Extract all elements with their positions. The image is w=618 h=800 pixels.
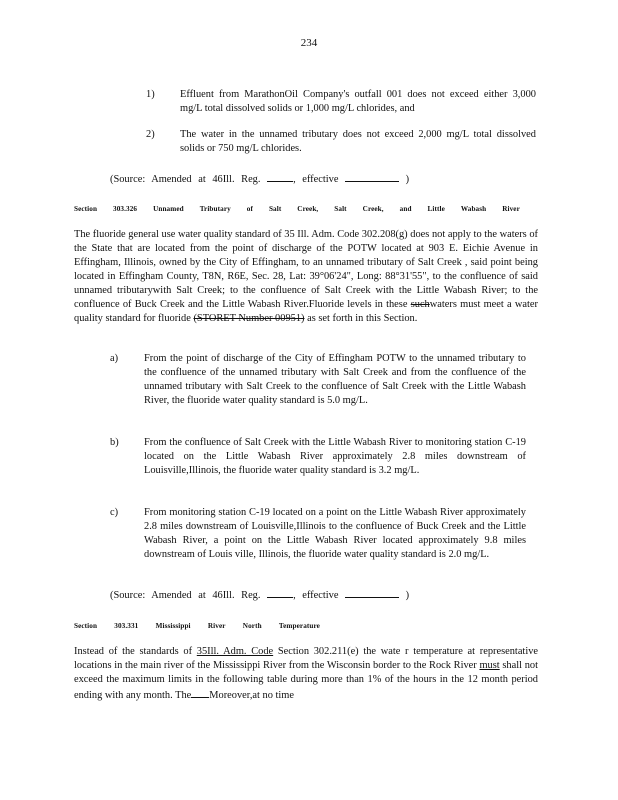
blank-line — [345, 172, 399, 182]
blank-line — [267, 172, 293, 182]
item-marker: a) — [110, 353, 119, 364]
header-word: Little — [427, 205, 445, 213]
item-marker: b) — [110, 437, 119, 448]
source-prefix: (Source: Amended at 46Ill. Reg. — [110, 174, 261, 185]
blank-line — [267, 588, 293, 598]
source-middle: , effective — [293, 174, 339, 185]
paragraph-text: as set forth in this Section. — [304, 313, 418, 324]
header-word: Creek, — [362, 205, 384, 213]
section-header-303-326 — [74, 202, 520, 216]
header-word: Tributary — [199, 205, 231, 213]
paragraph-text: waters must meet a water quality standard for fluoride — [74, 299, 538, 324]
paragraph-text: shall not exceed the maximum limits in the following table during more than 1% of the hours in the 12 month period ending with any month. The — [74, 660, 538, 701]
struck-text: such — [410, 299, 430, 310]
item-text: Effluent from MarathonOil Company's outfall 001 does not exceed either 3,000 mg/L total dissolved solids or 1,000 mg/L chlorides, and — [180, 89, 536, 114]
header-word: of — [246, 205, 253, 213]
section-header-303-331 — [74, 619, 320, 633]
item-text: The water in the unnamed tributary does not exceed 2,000 mg/L total dissolved solids or 750 mg/L chlorides. — [180, 129, 536, 154]
header-word: Temperature — [278, 622, 320, 630]
item-marker: 1) — [146, 89, 155, 100]
header-word: and — [399, 205, 412, 213]
header-word: Wabash — [460, 205, 487, 213]
item-text: From the point of discharge of the City of Effingham POTW to the unnamed tributary to the confluence of the unnamed tributary with Salt Creek and from the confluence of the unnamed tributary with Salt Creek to the confluence of Salt Creek with the Little Wabash River, the fluoride water quality standard is 5.0 mg/L. — [144, 353, 526, 406]
source-prefix: (Source: Amended at 46Ill. Reg. — [110, 590, 261, 601]
paragraph-text: The fluoride general use water quality standard of 35 Ill. Adm. Code 302.208(g) does not apply to the waters of the State that are located from the point of discharge of the POTW located at 903 E. Eichie Avenue in Effingham, Illinois, owned by the City of Effingham, to an unnamed tributary of Salt Creek , said point being located in Effingham County, T8N, R6E, Sec. 28, Lat: 39°06'24", Long: 88°31'55", to the confluence of said unnamed tributarywith Salt Creek; to the confluence of Salt Creek with the Little Wabash River; to the confluence of Buck Creek and the Little Wabash River.Fluoride levels in these — [74, 229, 538, 310]
source-note-1 — [110, 172, 409, 187]
underlined-text: 35Ill. Adm. Code — [196, 646, 274, 657]
source-suffix: ) — [405, 174, 410, 185]
header-word: Section — [74, 205, 98, 213]
item-text: From the confluence of Salt Creek with the Little Wabash River to monitoring station C-19 located on the Little Wabash River approximately 2.8 miles downstream of Louisville,Illinois, the fluoride water quality standard is 3.2 mg/L. — [144, 437, 526, 476]
header-word: River — [502, 205, 520, 213]
blank-line — [345, 588, 399, 598]
paragraph-text: Moreover,at no time — [209, 690, 294, 701]
source-middle: , effective — [293, 590, 339, 601]
paragraph-text: Instead of the standards of — [74, 646, 197, 657]
section-326-paragraph — [74, 228, 538, 326]
header-word: River — [207, 622, 226, 630]
header-word: Mississippi — [155, 622, 191, 630]
underlined-text: must — [479, 660, 500, 671]
section-331-paragraph — [74, 645, 538, 703]
paragraph-text: Section 302.211(e) the wate r temperature at representative locations in the main river of the Mississippi River from the Wisconsin border to the Rock River — [74, 646, 539, 671]
item-marker: c) — [110, 507, 119, 518]
header-word: Section — [74, 622, 98, 630]
header-word: Creek, — [297, 205, 319, 213]
struck-text: (STORET Number 00951) — [193, 313, 305, 324]
header-word: Salt — [268, 205, 282, 213]
header-word: 303.331 — [114, 622, 139, 630]
source-suffix: ) — [405, 590, 410, 601]
header-word: North — [242, 622, 262, 630]
header-word: Unnamed — [153, 205, 184, 213]
blank-line — [191, 687, 209, 698]
item-text: From monitoring station C-19 located on a point on the Little Wabash River approximately 2.8 miles downstream of Louisville,Illinois to the confluence of Buck Creek and the Little Wabash River, a point on the Little Wabash River located approximately 9.8 miles downstream of Louis ville, Illinois, the fluoride water quality standard is 2.0 mg/L. — [144, 507, 526, 560]
page-number: 234 — [300, 37, 318, 49]
source-note-2 — [110, 588, 409, 603]
header-word: 303.326 — [113, 205, 138, 213]
header-word: Salt — [334, 205, 347, 213]
item-marker: 2) — [146, 129, 155, 140]
